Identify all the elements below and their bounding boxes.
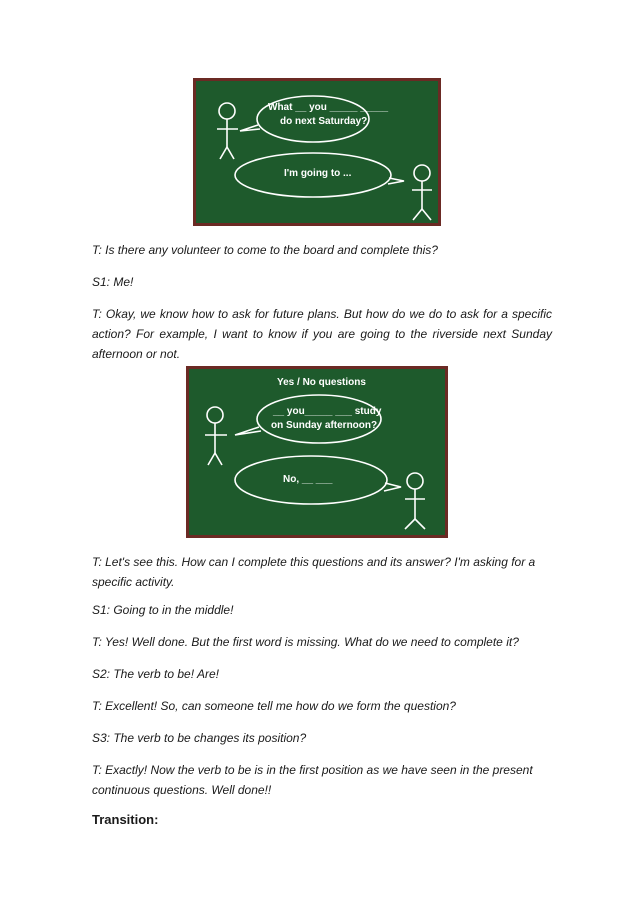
- dialogue-line: T: Is there any volunteer to come to the board and complete this?: [92, 243, 438, 257]
- dialogue-line: S1: Me!: [92, 275, 134, 289]
- bubble-question-line1: What __ you _____ _____: [268, 102, 389, 113]
- board-title: Yes / No questions: [277, 377, 366, 388]
- stick-figure-head-icon: [219, 103, 235, 119]
- dialogue-line: S3: The verb to be changes its position?: [92, 731, 307, 745]
- dialogue-line: T: Yes! Well done. But the first word is missing. What do we need to complete it?: [92, 635, 519, 649]
- chalkboard-2: [186, 366, 448, 538]
- bubble-question-line2: do next Saturday?: [280, 116, 368, 127]
- stick-figure-head-icon: [207, 407, 223, 423]
- chalkboard-2-drawing: [189, 369, 445, 535]
- stick-figure-head-icon: [414, 165, 430, 181]
- dialogue-line: T: Exactly! Now the verb to be is in the first position as we have seen in the present continuous questions. Well done!!: [92, 763, 533, 797]
- bubble-answer: I'm going to ...: [284, 168, 352, 179]
- chalkboard-1: [193, 78, 441, 226]
- section-heading: Transition:: [92, 812, 159, 827]
- dialogue-line: T: Excellent! So, can someone tell me how do we form the question?: [92, 699, 456, 713]
- dialogue-line: S2: The verb to be! Are!: [92, 667, 219, 681]
- stick-figure-head-icon: [407, 473, 423, 489]
- bubble-question-line2: on Sunday afternoon?: [271, 420, 378, 431]
- bubble-question-line1: __ you_____ ___ study: [273, 406, 382, 417]
- bubble-answer: No, __ ___: [283, 474, 333, 485]
- dialogue-line: S1: Going to in the middle!: [92, 603, 234, 617]
- dialogue-line: T: Let's see this. How can I complete this questions and its answer? I'm asking for a specific activity.: [92, 555, 536, 589]
- dialogue-line: T: Okay, we know how to ask for future plans. But how do we do to ask for a specific action? For example, I want to know if you are going to the riverside next Sunday afternoon or not.: [92, 307, 552, 361]
